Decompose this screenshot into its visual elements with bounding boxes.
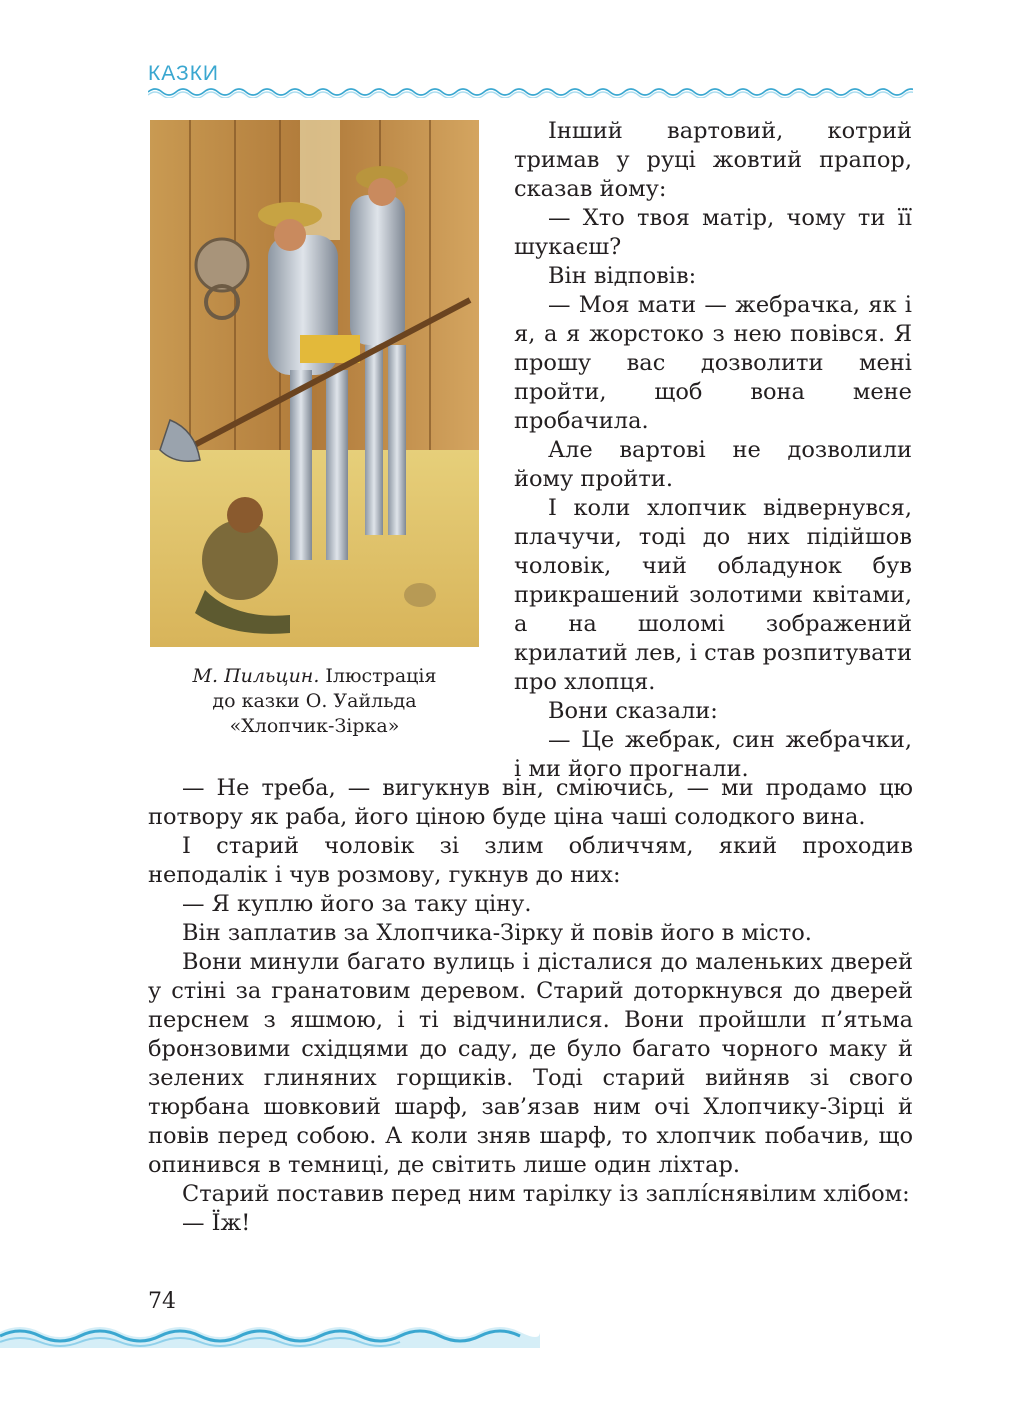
paragraph: І старий чоловік зі злим обличчям, який проходив неподалік і чув розмову, гукнув до них: [148, 833, 913, 888]
paragraph: Він заплатив за Хлопчика-Зірку й повів його в місто. [182, 920, 812, 946]
right-column-text [514, 117, 912, 784]
paragraph: Старий поставив перед ним тарілку із заплíснявілим хлібом: [182, 1181, 910, 1207]
paragraph: І коли хлопчик відвернувся, плачучи, тоді до них підійшов чоловік, чий обладунок був прикрашений золотими квітами, а на шоломі зображений крилатий лев, і став розпитувати про хлопця. [514, 495, 912, 695]
story-illustration [150, 120, 479, 647]
paragraph: Вони минули багато вулиць і дісталися до маленьких дверей у стіні за гранатовим деревом. Старий доторкнувся до дверей перснем з яшмою, і ті відчинилися. Вони пройшли п’ятьма бронзовими східцями до саду, де було багато чорного маку й зелених глиняних горщиків. Тоді старий вийняв зі свого тюрбана шовковий шарф, зав’язав ним очі Хлопчику-Зірці й повів перед собою. А коли зняв шарф, то хлопчик побачив, що опинився в темниці, де світить лише один ліхтар. [148, 949, 913, 1178]
caption-text-line-1: Ілюстрація [319, 665, 437, 687]
caption-author: М. Пильцин. [192, 665, 320, 687]
paragraph: Вони сказали: [548, 698, 718, 724]
paragraph: Інший вартовий, котрий тримав у руці жовтий прапор, сказав йому: [514, 118, 912, 202]
full-width-text [148, 774, 913, 1238]
paragraph: Але вартові не дозволили йому пройти. [514, 437, 912, 492]
paragraph: — Це жебрак, син жебрачки, і ми його прогнали. [514, 727, 912, 782]
caption-text-line-2: до казки О. Уайльда [212, 690, 417, 712]
page-number: 74 [148, 1289, 176, 1314]
header-wave-divider [148, 86, 913, 98]
caption-text-line-3: «Хлопчик-Зірка» [229, 715, 400, 737]
paragraph: — Хто твоя матір, чому ти її шукаєш? [514, 205, 912, 260]
paragraph: — Я куплю його за таку ціну. [182, 891, 532, 917]
section-title: КАЗКИ [148, 62, 220, 85]
illustration-caption [150, 664, 479, 739]
paragraph: Він відповів: [548, 263, 697, 289]
footer-wave-decoration [0, 1318, 540, 1348]
paragraph: — Не треба, — вигукнув він, сміючись, — ми продамо цю потвору як раба, його ціною буде ціна чаші солодкого вина. [148, 775, 913, 830]
paragraph: — Їж! [182, 1210, 251, 1236]
paragraph: — Моя мати — жебрачка, як і я, а я жорстоко з нею повівся. Я прошу вас дозволити мені пройти, щоб вона мене пробачила. [514, 292, 912, 434]
